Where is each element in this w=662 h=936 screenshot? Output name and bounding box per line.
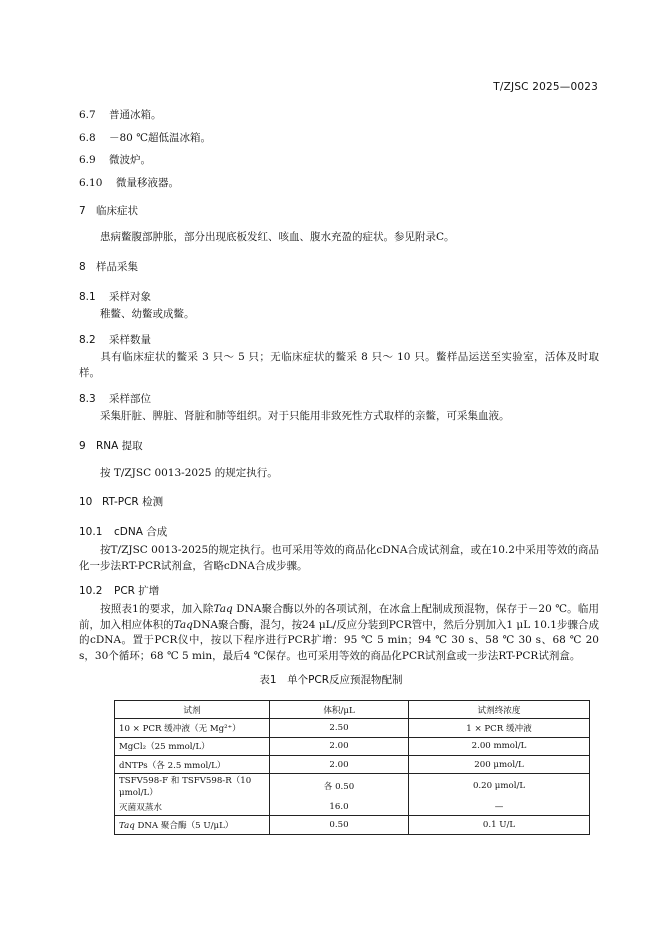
- paragraph-text: 按照表1的要求，加入除: [100, 603, 214, 615]
- table-row: [115, 798, 590, 816]
- section-title: 样品采集: [96, 261, 138, 273]
- table-cell: —: [409, 798, 590, 816]
- table-cell: 各 0.50: [270, 774, 409, 799]
- list-item: [79, 175, 179, 190]
- section-title: RNA 提取: [96, 440, 143, 452]
- table-row: [115, 719, 590, 737]
- table-cell: [115, 816, 270, 834]
- item-text: 微波炉。: [109, 154, 151, 166]
- paragraph: [79, 230, 599, 246]
- table-cell: 1 × PCR 缓冲液: [409, 719, 590, 737]
- table-cell: MgCl₂（25 mmol/L）: [115, 737, 270, 755]
- list-item: [79, 152, 151, 167]
- section-number: 8.3: [79, 393, 96, 405]
- paragraph-text: DNA聚合酶以外的各项试剂，在冰盒上配制成预混物，保存于－20 ℃。临用前，加入相应体积的: [79, 603, 599, 631]
- section-title: cDNA 合成: [114, 526, 168, 538]
- table-cell: 200 μmol/L: [409, 755, 590, 773]
- section-title: PCR 扩增: [114, 585, 160, 597]
- taq-italic: Taq: [173, 618, 193, 631]
- item-number: 6.10: [79, 177, 103, 189]
- paragraph-text: 患病鳖腹部肿胀，部分出现底板发红、咳血、腹水充盈的症状。参见附录C。: [100, 231, 455, 243]
- paragraph-text: 稚鳖、幼鳖或成鳖。: [100, 308, 195, 320]
- section-heading-10: [79, 494, 163, 509]
- section-heading-10-1: [79, 524, 167, 539]
- section-title: 临床症状: [96, 205, 138, 217]
- paragraph: [79, 409, 599, 425]
- taq-italic: Taq: [119, 821, 135, 832]
- table-cell: 2.50: [270, 719, 409, 737]
- item-text: 普通冰箱。: [109, 109, 162, 121]
- section-number: 10.2: [79, 585, 103, 597]
- table-cell: 2.00 mmol/L: [409, 737, 590, 755]
- table-row: [115, 755, 590, 773]
- section-title: 采样数量: [109, 334, 151, 346]
- reagent-name: DNA 聚合酶（5 U/μL）: [137, 821, 234, 832]
- table-cell: dNTPs（各 2.5 mmol/L）: [115, 755, 270, 773]
- section-heading-8: [79, 259, 138, 274]
- section-heading-8-2: [79, 332, 151, 347]
- table-cell: 10 × PCR 缓冲液（无 Mg²⁺）: [115, 719, 270, 737]
- item-text: 微量移液器。: [116, 177, 179, 189]
- paragraph-text: 具有临床症状的鳖采 3 只～ 5 只；无临床症状的鳖采 8 只～ 10 只。鳖样品运送至实验室，活体及时取样。: [79, 351, 599, 379]
- table-cell: TSFV598-F 和 TSFV598-R（10 μmol/L）: [115, 774, 270, 799]
- table-cell: 2.00: [270, 737, 409, 755]
- section-number: 7: [79, 205, 86, 217]
- paragraph-text: 采集肝脏、脾脏、肾脏和肺等组织。对于只能用非致死性方式取样的亲鳖，可采集血液。: [100, 410, 510, 422]
- list-item: [79, 130, 211, 145]
- table-row: [115, 816, 590, 834]
- paragraph-text: DNA聚合酶，混匀，按24 μL/反应分装到PCR管中，然后分别加入1 μL 10.1步骤合成的cDNA。置于PCR仪中，按以下程序进行PCR扩增：95 ℃ 5 min；94 ℃ 30 s、58 ℃ 30 s、68 ℃ 20 s，30个循环；68 ℃ 5 min，最后4 ℃保存。也可采用等效的商品化PCR试剂盒或一步法RT-PCR试剂盒。: [79, 618, 599, 662]
- section-title: 采样对象: [109, 291, 151, 303]
- paragraph: [79, 543, 599, 574]
- section-heading-7: [79, 203, 138, 218]
- section-heading-8-3: [79, 391, 151, 406]
- table-row: [115, 774, 590, 799]
- taq-italic: Taq: [213, 603, 233, 615]
- pcr-premix-table: [114, 700, 590, 835]
- item-number: 6.7: [79, 109, 96, 121]
- section-title: RT-PCR 检测: [102, 496, 164, 508]
- item-text: －80 ℃超低温冰箱。: [109, 132, 211, 144]
- table-row: [115, 737, 590, 755]
- table-cell: 2.00: [270, 755, 409, 773]
- section-title: 采样部位: [109, 393, 151, 405]
- item-number: 6.8: [79, 132, 96, 144]
- table-caption: 表1 单个PCR反应预混物配制: [259, 674, 403, 686]
- table-cell: 灭菌双蒸水: [115, 798, 270, 816]
- section-heading-8-1: [79, 289, 151, 304]
- section-number: 9: [79, 440, 86, 452]
- section-number: 10.1: [79, 526, 103, 538]
- paragraph: [79, 350, 599, 381]
- column-header-reagent: 试剂: [115, 701, 270, 719]
- section-number: 8.2: [79, 334, 96, 346]
- column-header-volume: 体积/μL: [270, 701, 409, 719]
- paragraph-text: 按T/ZJSC 0013-2025的规定执行。也可采用等效的商品化cDNA合成试剂盒，或在10.2中采用等效的商品化一步法RT-PCR试剂盒，省略cDNA合成步骤。: [79, 544, 599, 572]
- paragraph: [79, 307, 599, 323]
- table-cell: 16.0: [270, 798, 409, 816]
- table-header-row: [115, 701, 590, 719]
- table-cell: 0.1 U/L: [409, 816, 590, 834]
- table-cell: 0.20 μmol/L: [409, 774, 590, 799]
- list-item: [79, 107, 162, 122]
- item-number: 6.9: [79, 154, 96, 166]
- section-number: 10: [79, 496, 93, 508]
- section-heading-10-2: [79, 583, 159, 598]
- document-id: T/ZJSC 2025—0023: [493, 81, 598, 93]
- section-number: 8: [79, 261, 86, 273]
- table-cell: 0.50: [270, 816, 409, 834]
- paragraph-text: 按 T/ZJSC 0013-2025 的规定执行。: [100, 467, 278, 479]
- paragraph: [79, 602, 599, 664]
- section-heading-9: [79, 438, 143, 453]
- paragraph: [79, 466, 599, 482]
- section-number: 8.1: [79, 291, 96, 303]
- column-header-concentration: 试剂终浓度: [409, 701, 590, 719]
